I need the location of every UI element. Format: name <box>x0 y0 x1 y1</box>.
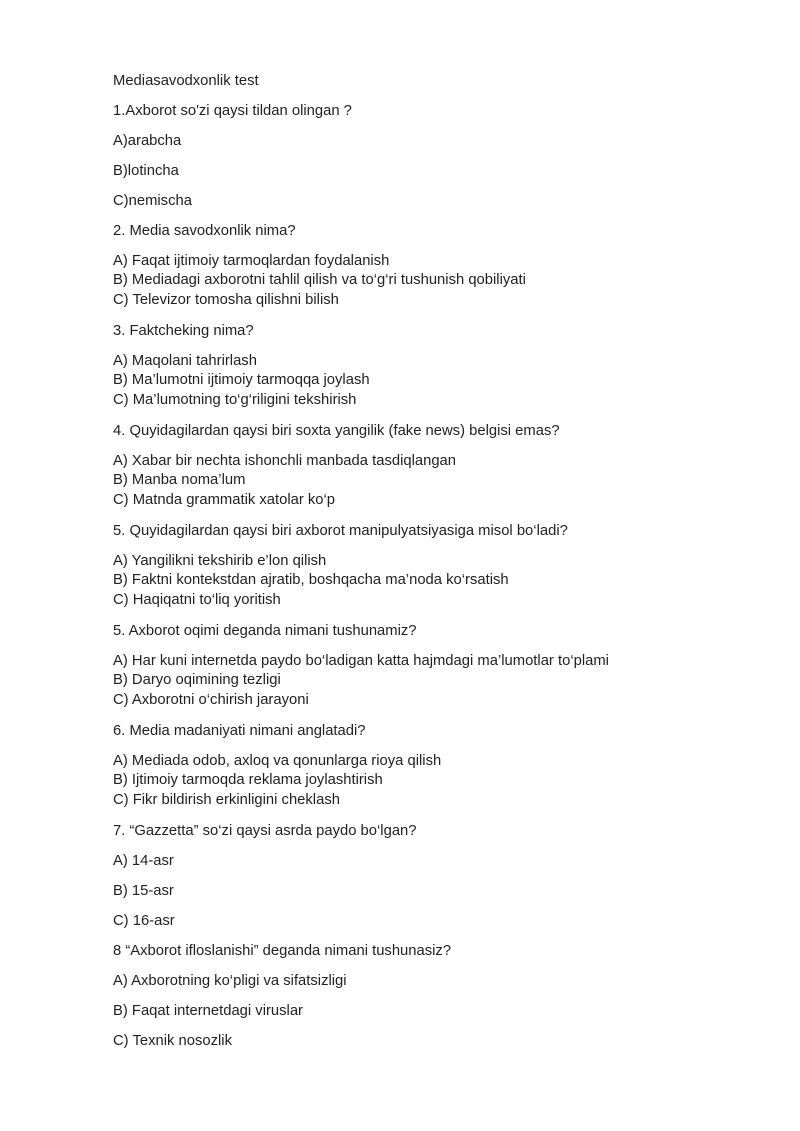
answer-option: A) 14-asr <box>113 853 174 870</box>
answer-option: C) Haqiqatni to‘liq yoritish <box>113 591 281 608</box>
answer-option: A) Yangilikni tekshirib e’lon qilish <box>113 553 327 570</box>
question-text: 1.Axborot so'zi qaysi tildan olingan ? <box>113 103 352 119</box>
question-block-5a <box>113 522 713 610</box>
answer-option: B) Mediadagi axborotni tahlil qilish va to‘g‘ri tushunish qobiliyati <box>113 272 526 289</box>
question-block-8 <box>113 942 713 1051</box>
answer-options-group <box>113 552 713 610</box>
question-text: 2. Media savodxonlik nima? <box>113 223 296 239</box>
question-block-7 <box>113 822 713 931</box>
document-title: Mediasavodxonlik test <box>113 73 259 89</box>
answer-option: C) Texnik nosozlik <box>113 1033 232 1050</box>
question-block-3 <box>113 322 713 410</box>
answer-option: A) Har kuni internetda paydo bo‘ladigan katta hajmdagi ma’lumotlar to‘plami <box>113 653 609 670</box>
answer-option: A)arabcha <box>113 133 182 149</box>
question-text: 3. Faktcheking nima? <box>113 323 254 340</box>
answer-options-group <box>113 352 713 410</box>
question-block-1 <box>113 102 713 211</box>
answer-option: A) Faqat ijtimoiy tarmoqlardan foydalanish <box>113 253 390 269</box>
answer-options-group <box>113 452 713 510</box>
answer-option: C) Matnda grammatik xatolar ko‘p <box>113 491 336 508</box>
answer-option: B)lotincha <box>113 163 179 179</box>
answer-options-group <box>113 752 713 810</box>
answer-option: B) Ma’lumotni ijtimoiy tarmoqqa joylash <box>113 372 370 389</box>
question-text: 5. Axborot oqimi deganda nimani tushunamiz? <box>113 623 417 640</box>
answer-option: C)nemischa <box>113 193 192 209</box>
answer-option: B) 15-asr <box>113 883 174 900</box>
answer-option: C) Televizor tomosha qilishni bilish <box>113 291 339 308</box>
answer-options-group <box>113 252 713 310</box>
answer-option: A) Axborotning ko‘pligi va sifatsizligi <box>113 973 347 990</box>
question-block-4 <box>113 422 713 510</box>
answer-option: B) Daryo oqimining tezligi <box>113 672 281 689</box>
answer-option: C) Axborotni o‘chirish jarayoni <box>113 691 309 708</box>
document-page <box>113 72 713 1062</box>
answer-option: A) Maqolani tahrirlash <box>113 353 257 370</box>
question-block-6 <box>113 722 713 810</box>
answer-option: B) Faktni kontekstdan ajratib, boshqacha ma’noda ko‘rsatish <box>113 572 509 589</box>
question-text: 7. “Gazzetta” so‘zi qaysi asrda paydo bo‘lgan? <box>113 823 417 840</box>
answer-option: C) Ma’lumotning to‘g‘riligini tekshirish <box>113 391 357 408</box>
answer-option: A) Mediada odob, axloq va qonunlarga rioya qilish <box>113 753 442 770</box>
question-text: 4. Quyidagilardan qaysi biri soxta yangilik (fake news) belgisi emas? <box>113 423 560 440</box>
answer-options-group <box>113 652 713 710</box>
answer-option: B) Ijtimoiy tarmoqda reklama joylashtirish <box>113 772 383 789</box>
question-block-2 <box>113 222 713 310</box>
answer-option: B) Faqat internetdagi viruslar <box>113 1003 303 1020</box>
question-text: 8 “Axborot ifloslanishi” deganda nimani tushunasiz? <box>113 943 452 960</box>
answer-option: B) Manba noma’lum <box>113 472 246 489</box>
answer-option: C) Fikr bildirish erkinligini cheklash <box>113 791 340 808</box>
question-text: 5. Quyidagilardan qaysi biri axborot manipulyatsiyasiga misol bo‘ladi? <box>113 523 568 540</box>
answer-option: A) Xabar bir nechta ishonchli manbada tasdiqlangan <box>113 453 457 470</box>
question-text: 6. Media madaniyati nimani anglatadi? <box>113 723 366 740</box>
question-block-5b <box>113 622 713 710</box>
answer-option: C) 16-asr <box>113 913 175 930</box>
